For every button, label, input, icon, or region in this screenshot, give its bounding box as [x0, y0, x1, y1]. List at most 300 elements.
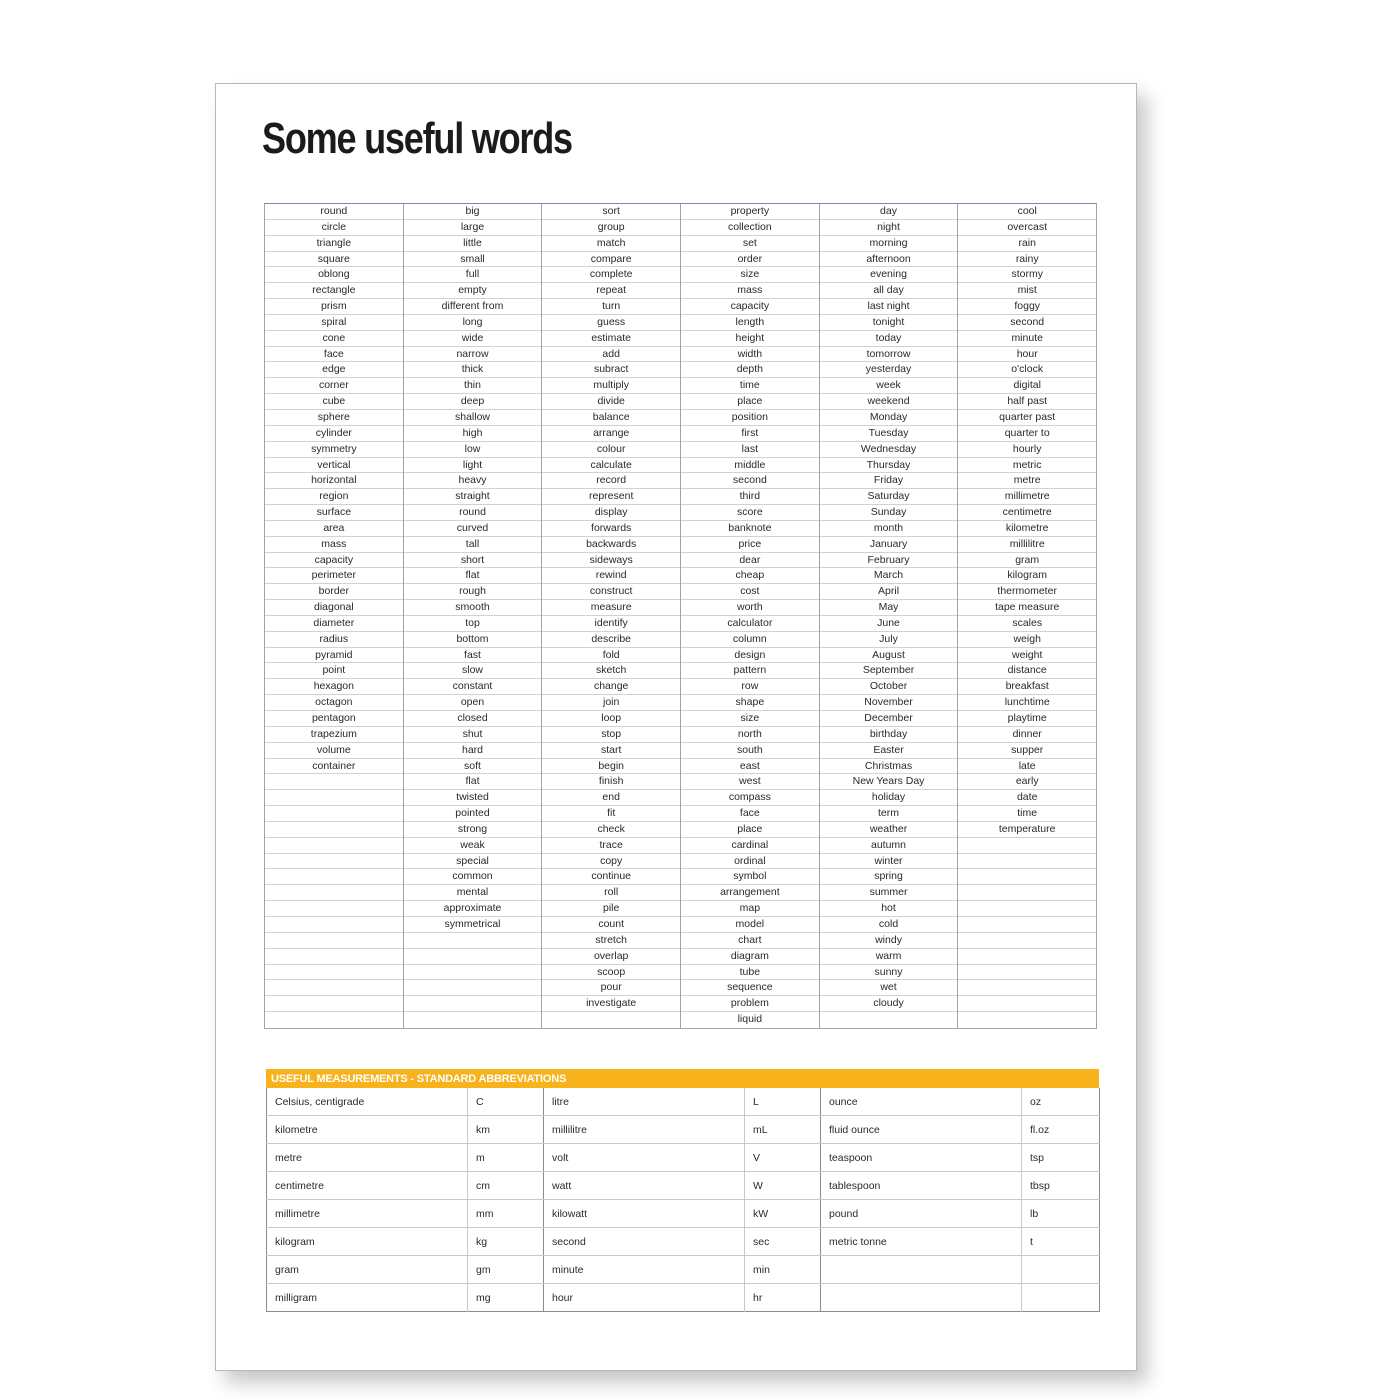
word-cell: describe [542, 632, 680, 648]
word-cell [404, 949, 542, 965]
word-cell: colour [542, 442, 680, 458]
measurement-name: Celsius, centigrade [267, 1088, 468, 1116]
word-cell: tomorrow [820, 347, 958, 363]
word-cell: small [404, 252, 542, 268]
measurement-abbreviation: t [1022, 1228, 1100, 1256]
word-cell: shut [404, 727, 542, 743]
word-cell: sequence [681, 980, 819, 996]
word-cell: millimetre [958, 489, 1096, 505]
word-cell: repeat [542, 283, 680, 299]
word-cell: all day [820, 283, 958, 299]
word-cell: long [404, 315, 542, 331]
word-cell: straight [404, 489, 542, 505]
word-cell [265, 774, 403, 790]
measurement-row [267, 1172, 1100, 1200]
word-cell: chart [681, 933, 819, 949]
measurement-name: centimetre [267, 1172, 468, 1200]
measurements-table [266, 1088, 1100, 1312]
word-cell: windy [820, 933, 958, 949]
word-cell: dinner [958, 727, 1096, 743]
word-cell: tube [681, 965, 819, 981]
word-cell: check [542, 822, 680, 838]
word-cell: point [265, 663, 403, 679]
word-cell: April [820, 584, 958, 600]
word-cell [404, 933, 542, 949]
word-cell: subract [542, 362, 680, 378]
word-cell: cube [265, 394, 403, 410]
word-cell: month [820, 521, 958, 537]
word-cell: map [681, 901, 819, 917]
word-cell: hexagon [265, 679, 403, 695]
word-cell: Thursday [820, 458, 958, 474]
measurement-name: pound [821, 1200, 1022, 1228]
word-cell [958, 1012, 1096, 1028]
measurement-name: tablespoon [821, 1172, 1022, 1200]
word-cell [265, 996, 403, 1012]
word-cell: tonight [820, 315, 958, 331]
word-cell: smooth [404, 600, 542, 616]
word-cell [265, 949, 403, 965]
word-cell: late [958, 759, 1096, 775]
word-cell: banknote [681, 521, 819, 537]
measurement-abbreviation: km [468, 1116, 544, 1144]
word-cell: add [542, 347, 680, 363]
word-cell: sort [542, 204, 680, 220]
word-cell: warm [820, 949, 958, 965]
word-cell: investigate [542, 996, 680, 1012]
word-column [681, 204, 820, 1028]
word-cell [958, 949, 1096, 965]
word-cell: centimetre [958, 505, 1096, 521]
word-cell: diameter [265, 616, 403, 632]
word-cell [265, 790, 403, 806]
word-cell: display [542, 505, 680, 521]
word-cell: fit [542, 806, 680, 822]
word-cell: weak [404, 838, 542, 854]
word-cell: millilitre [958, 537, 1096, 553]
word-cell: morning [820, 236, 958, 252]
word-cell: July [820, 632, 958, 648]
word-cell: o'clock [958, 362, 1096, 378]
word-cell: evening [820, 267, 958, 283]
word-cell: model [681, 917, 819, 933]
word-cell [265, 965, 403, 981]
word-cell [958, 869, 1096, 885]
word-cell: flat [404, 568, 542, 584]
measurements-header: USEFUL MEASUREMENTS - STANDARD ABBREVIATIONS [266, 1069, 1099, 1088]
word-column [958, 204, 1096, 1028]
measurement-abbreviation: fl.oz [1022, 1116, 1100, 1144]
word-cell: radius [265, 632, 403, 648]
word-cell: time [681, 378, 819, 394]
word-cell: special [404, 854, 542, 870]
word-cell: thick [404, 362, 542, 378]
word-cell: oblong [265, 267, 403, 283]
word-cell: roll [542, 885, 680, 901]
word-cell: rough [404, 584, 542, 600]
measurement-abbreviation: kW [745, 1200, 821, 1228]
measurement-abbreviation: lb [1022, 1200, 1100, 1228]
measurement-abbreviation: L [745, 1088, 821, 1116]
word-cell: cold [820, 917, 958, 933]
measurement-name: milligram [267, 1284, 468, 1312]
word-cell: edge [265, 362, 403, 378]
word-cell: Tuesday [820, 426, 958, 442]
useful-words-grid [264, 203, 1097, 1029]
word-cell: match [542, 236, 680, 252]
word-cell: birthday [820, 727, 958, 743]
word-cell: pattern [681, 663, 819, 679]
measurement-abbreviation: kg [468, 1228, 544, 1256]
word-cell: circle [265, 220, 403, 236]
word-cell: overlap [542, 949, 680, 965]
measurement-abbreviation: m [468, 1144, 544, 1172]
word-cell: first [681, 426, 819, 442]
measurement-name: watt [544, 1172, 745, 1200]
word-cell: strong [404, 822, 542, 838]
word-cell: collection [681, 220, 819, 236]
word-cell: north [681, 727, 819, 743]
word-cell: breakfast [958, 679, 1096, 695]
word-cell: tape measure [958, 600, 1096, 616]
word-cell: big [404, 204, 542, 220]
word-cell: little [404, 236, 542, 252]
measurement-name: metric tonne [821, 1228, 1022, 1256]
word-cell: container [265, 759, 403, 775]
word-cell: half past [958, 394, 1096, 410]
measurement-abbreviation [1022, 1256, 1100, 1284]
measurement-abbreviation: mL [745, 1116, 821, 1144]
word-cell: weather [820, 822, 958, 838]
word-cell: kilometre [958, 521, 1096, 537]
word-cell: yesterday [820, 362, 958, 378]
word-cell: symmetry [265, 442, 403, 458]
word-cell: represent [542, 489, 680, 505]
word-cell: September [820, 663, 958, 679]
word-cell: guess [542, 315, 680, 331]
word-cell: order [681, 252, 819, 268]
word-cell: sunny [820, 965, 958, 981]
word-cell: liquid [737, 1013, 763, 1026]
word-cell [820, 1012, 958, 1028]
word-cell: cloudy [820, 996, 958, 1012]
word-cell: Friday [820, 473, 958, 489]
word-column [820, 204, 959, 1028]
word-cell: cost [681, 584, 819, 600]
word-cell: night [820, 220, 958, 236]
word-cell: today [820, 331, 958, 347]
word-cell: scales [958, 616, 1096, 632]
word-cell: south [681, 743, 819, 759]
word-cell: symbol [681, 869, 819, 885]
word-cell: square [265, 252, 403, 268]
word-cell: foggy [958, 299, 1096, 315]
word-cell: perimeter [265, 568, 403, 584]
word-cell: May [820, 600, 958, 616]
word-cell: begin [542, 759, 680, 775]
word-cell: mass [681, 283, 819, 299]
word-cell: last [681, 442, 819, 458]
word-cell: stormy [958, 267, 1096, 283]
word-cell [404, 1012, 542, 1028]
word-cell: last night [820, 299, 958, 315]
word-cell: Monday [820, 410, 958, 426]
word-cell: cylinder [265, 426, 403, 442]
word-cell: rewind [542, 568, 680, 584]
word-cell: construct [542, 584, 680, 600]
word-cell: height [681, 331, 819, 347]
word-cell: second [681, 473, 819, 489]
word-cell: balance [542, 410, 680, 426]
word-cell: digital [958, 378, 1096, 394]
word-cell [265, 917, 403, 933]
word-cell: triangle [265, 236, 403, 252]
word-cell [265, 838, 403, 854]
word-cell: twisted [404, 790, 542, 806]
word-cell: weekend [820, 394, 958, 410]
word-cell: Easter [820, 743, 958, 759]
measurement-name: volt [544, 1144, 745, 1172]
word-cell [265, 854, 403, 870]
word-cell [958, 885, 1096, 901]
word-cell: tall [404, 537, 542, 553]
word-cell: surface [265, 505, 403, 521]
word-cell: low [404, 442, 542, 458]
word-cell: place [681, 394, 819, 410]
measurement-abbreviation: tsp [1022, 1144, 1100, 1172]
word-cell: trace [542, 838, 680, 854]
word-cell: octagon [265, 695, 403, 711]
measurement-name: gram [267, 1256, 468, 1284]
word-cell: afternoon [820, 252, 958, 268]
word-cell [958, 917, 1096, 933]
word-cell: compare [542, 252, 680, 268]
measurement-abbreviation [1022, 1284, 1100, 1312]
word-cell: narrow [404, 347, 542, 363]
word-cell: January [820, 537, 958, 553]
measurement-abbreviation: mg [468, 1284, 544, 1312]
word-cell: holiday [820, 790, 958, 806]
word-cell: wet [820, 980, 958, 996]
word-cell: minute [958, 331, 1096, 347]
measurement-abbreviation: W [745, 1172, 821, 1200]
word-cell: empty [404, 283, 542, 299]
word-cell: west [681, 774, 819, 790]
word-cell [958, 901, 1096, 917]
word-cell: deep [404, 394, 542, 410]
word-cell: summer [820, 885, 958, 901]
word-cell: bottom [404, 632, 542, 648]
word-cell: trapezium [265, 727, 403, 743]
word-cell: estimate [542, 331, 680, 347]
measurement-abbreviation: min [745, 1256, 821, 1284]
word-cell: Wednesday [820, 442, 958, 458]
measurement-name: litre [544, 1088, 745, 1116]
measurement-row [267, 1116, 1100, 1144]
word-cell: price [681, 537, 819, 553]
word-cell [265, 806, 403, 822]
word-cell: mental [404, 885, 542, 901]
word-cell: New Years Day [820, 774, 958, 790]
word-cell: volume [265, 743, 403, 759]
word-cell: round [265, 204, 403, 220]
measurement-name [821, 1256, 1022, 1284]
word-cell: fast [404, 648, 542, 664]
word-cell: lunchtime [958, 695, 1096, 711]
word-cell: row [681, 679, 819, 695]
word-cell: design [681, 648, 819, 664]
word-cell: sketch [542, 663, 680, 679]
measurement-row [267, 1228, 1100, 1256]
word-cell: quarter to [958, 426, 1096, 442]
word-cell: short [404, 553, 542, 569]
word-cell: quarter past [958, 410, 1096, 426]
word-cell: June [820, 616, 958, 632]
word-cell: rectangle [265, 283, 403, 299]
word-cell: different from [404, 299, 542, 315]
word-cell: capacity [265, 553, 403, 569]
word-cell: east [681, 759, 819, 775]
word-column [542, 204, 681, 1028]
word-cell: supper [958, 743, 1096, 759]
word-cell: sideways [542, 553, 680, 569]
word-cell: group [542, 220, 680, 236]
word-cell [958, 933, 1096, 949]
word-cell: measure [542, 600, 680, 616]
word-cell: March [820, 568, 958, 584]
measurement-name [821, 1284, 1022, 1312]
word-cell: complete [542, 267, 680, 283]
word-cell: loop [542, 711, 680, 727]
word-cell: cheap [681, 568, 819, 584]
word-cell: cool [958, 204, 1096, 220]
word-cell: overcast [958, 220, 1096, 236]
word-cell [958, 854, 1096, 870]
measurement-abbreviation: sec [745, 1228, 821, 1256]
word-cell: turn [542, 299, 680, 315]
word-cell: August [820, 648, 958, 664]
word-cell: calculator [681, 616, 819, 632]
word-cell: problem [681, 996, 819, 1012]
word-cell: gram [958, 553, 1096, 569]
word-cell [265, 980, 403, 996]
measurement-abbreviation: gm [468, 1256, 544, 1284]
word-cell: pyramid [265, 648, 403, 664]
word-cell: Christmas [820, 759, 958, 775]
worksheet-page [215, 83, 1137, 1371]
word-cell: thin [404, 378, 542, 394]
measurement-row [267, 1144, 1100, 1172]
word-cell: count [542, 917, 680, 933]
word-cell: approximate [404, 901, 542, 917]
word-cell: face [681, 806, 819, 822]
word-cell: multiply [542, 378, 680, 394]
measurement-abbreviation: tbsp [1022, 1172, 1100, 1200]
word-cell: week [820, 378, 958, 394]
word-cell: November [820, 695, 958, 711]
word-cell: metre [958, 473, 1096, 489]
word-cell: end [542, 790, 680, 806]
word-cell: middle [681, 458, 819, 474]
word-cell: symmetrical [404, 917, 542, 933]
word-cell: hot [820, 901, 958, 917]
measurement-abbreviation: hr [745, 1284, 821, 1312]
word-cell: property [681, 204, 819, 220]
word-cell: early [958, 774, 1096, 790]
word-cell: open [404, 695, 542, 711]
word-cell [265, 901, 403, 917]
word-cell: top [404, 616, 542, 632]
word-cell: divide [542, 394, 680, 410]
measurement-name: fluid ounce [821, 1116, 1022, 1144]
word-cell: place [681, 822, 819, 838]
word-cell: prism [265, 299, 403, 315]
word-cell: hard [404, 743, 542, 759]
word-cell [542, 1012, 680, 1028]
word-cell: kilogram [958, 568, 1096, 584]
word-cell: worth [681, 600, 819, 616]
measurement-name: millilitre [544, 1116, 745, 1144]
measurement-name: hour [544, 1284, 745, 1312]
word-cell: time [958, 806, 1096, 822]
measurement-abbreviation: V [745, 1144, 821, 1172]
word-cell: backwards [542, 537, 680, 553]
word-cell: shape [681, 695, 819, 711]
word-cell: rain [958, 236, 1096, 252]
measurement-row [267, 1200, 1100, 1228]
word-cell: stop [542, 727, 680, 743]
measurement-abbreviation: mm [468, 1200, 544, 1228]
word-cell: ordinal [681, 854, 819, 870]
word-cell: spiral [265, 315, 403, 331]
word-cell: position [681, 410, 819, 426]
measurements-section [266, 1069, 1099, 1312]
word-cell: Sunday [820, 505, 958, 521]
word-cell: identify [542, 616, 680, 632]
word-cell: thermometer [958, 584, 1096, 600]
word-cell: size [681, 711, 819, 727]
word-cell: autumn [820, 838, 958, 854]
word-cell: curved [404, 521, 542, 537]
word-cell [404, 996, 542, 1012]
measurement-name: kilogram [267, 1228, 468, 1256]
word-cell: column [681, 632, 819, 648]
word-cell: shallow [404, 410, 542, 426]
word-cell: horizontal [265, 473, 403, 489]
word-cell: sphere [265, 410, 403, 426]
measurement-row [267, 1284, 1100, 1312]
word-cell: join [542, 695, 680, 711]
measurement-abbreviation: cm [468, 1172, 544, 1200]
word-cell: pour [542, 980, 680, 996]
word-cell: Saturday [820, 489, 958, 505]
measurement-abbreviation: oz [1022, 1088, 1100, 1116]
word-cell: flat [404, 774, 542, 790]
word-cell: diagram [681, 949, 819, 965]
word-cell: size [681, 267, 819, 283]
word-cell [265, 822, 403, 838]
word-cell: change [542, 679, 680, 695]
measurement-name: kilowatt [544, 1200, 745, 1228]
word-cell: arrange [542, 426, 680, 442]
word-cell: slow [404, 663, 542, 679]
word-cell: distance [958, 663, 1096, 679]
word-cell: temperature [958, 822, 1096, 838]
word-cell: round [404, 505, 542, 521]
measurement-name: millimetre [267, 1200, 468, 1228]
word-cell: constant [404, 679, 542, 695]
word-cell: light [404, 458, 542, 474]
